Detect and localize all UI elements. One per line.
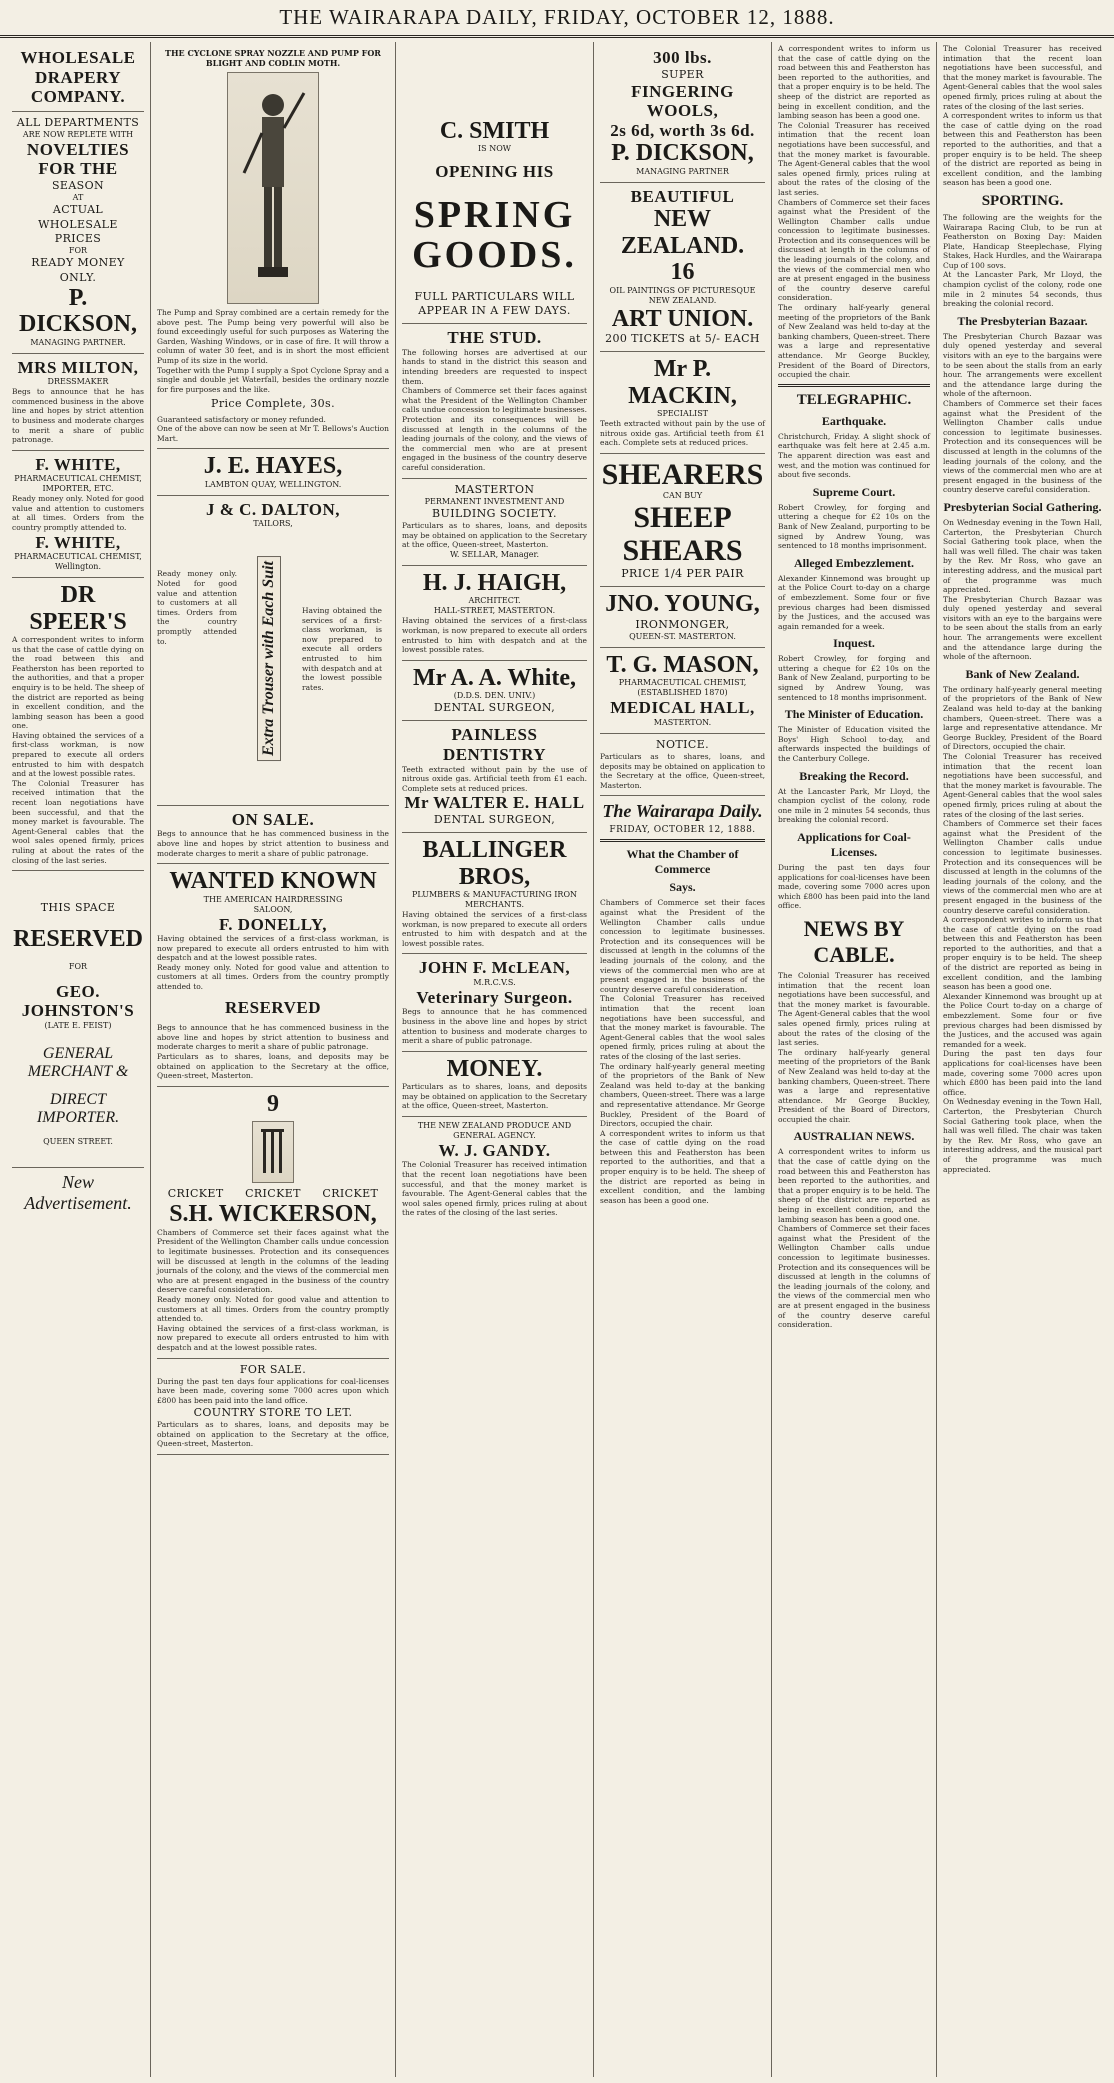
ad-flourish: RESERVED <box>225 997 321 1017</box>
shears-ad <box>600 454 765 587</box>
column-2 <box>151 42 396 2077</box>
news-heading: Earthquake. <box>821 413 887 428</box>
ad-body: Ready money only. Noted for good value and attention to customers at all times. Orders from the country promptly attended to. <box>157 1294 389 1324</box>
stud-ad <box>402 324 587 478</box>
ad-body: Teeth extracted without pain by the use of nitrous oxide gas. Artificial teeth from £1 each. Complete sets at reduced prices. <box>402 764 587 793</box>
ad-role: PLUMBERS & MANUFACTURING IRON MERCHANTS. <box>411 889 578 909</box>
newspaper-title: THE WAIRARAPA DAILY, FRIDAY, OCTOBER 12, 1888. <box>279 5 835 29</box>
news-body: The Colonial Treasurer has received intimation that the recent loan negotiations have been successful, and that the money market is favourable. The Agent-General cables that the wool sales opened firmly, prices ruling at about the rates of the closing of the last series. <box>943 44 1102 111</box>
ad-body: The Colonial Treasurer has received intimation that the recent loan negotiations have been successful, and that the money market is favourable. The Agent-General cables that the wool sales opened firmly, prices ruling at about the rates of the closing of the last series. <box>12 778 144 865</box>
gandy-ad <box>402 1117 587 1223</box>
hayes-ad <box>157 449 389 495</box>
ad-line: BUILDING SOCIETY. <box>432 506 557 520</box>
ad-line: DIRECT IMPORTER. <box>36 1090 120 1126</box>
news-body: Alexander Kinnemond was brought up at the Police Court to-day on a charge of embezzlement. Some four or five previous charges had been dismissed by the Justices, and the accused was again remanded for a week. <box>778 573 930 631</box>
ad-line: WHOLESALE <box>20 48 136 67</box>
ad-body: Having obtained the services of a first-class workman, is now prepared to execute all orders entrusted to him with despatch and at the lowest possible rates. <box>157 1323 389 1352</box>
leader-body: The ordinary half-yearly general meeting of the proprietors of the Bank of New Zealand was held to-day at the banking chambers, Queen-street. There was a large and representative attendance. Mr George Buckley, President of the Board of Directors, occupied the chair. <box>600 1061 765 1129</box>
cyclone-ad <box>157 44 389 449</box>
mason-ad <box>600 648 765 734</box>
ballinger-ad <box>402 833 587 954</box>
news-body: Alexander Kinnemond was brought up at the Police Court to-day on a charge of embezzlement. Some four or five previous charges had been dismissed by the Justices, and the accused was again remanded for a week. <box>943 991 1102 1049</box>
ad-body: Particulars as to shares, loans, and deposits may be obtained on application to the Secretary at the office, Queen-street, Masterton. <box>600 752 765 790</box>
ad-banner: GOODS. <box>412 233 577 276</box>
white-ad <box>12 451 144 578</box>
ad-role: PHARMACEUTICAL CHEMIST, <box>618 678 747 688</box>
ad-name: H. J. HAIGH, <box>422 569 567 596</box>
ad-price: PRICE 1/4 PER PAIR <box>621 566 744 580</box>
ad-line: APPEAR IN A FEW DAYS. <box>418 304 571 318</box>
news-body: The Colonial Treasurer has received intimation that the recent loan negotiations have been successful, and that the money market is favourable. The Agent-General cables that the wool sales opened firmly, prices ruling at about the rates of the closing of the last series. <box>778 970 930 1048</box>
ad-name: F. WHITE, <box>35 454 121 474</box>
building-society-ad <box>402 479 587 566</box>
money-ad <box>402 1052 587 1117</box>
smith-ad <box>402 44 587 324</box>
cricket-ad <box>157 1087 389 1359</box>
ad-role: DRESSMAKER <box>47 377 109 387</box>
news-heading: Applications for Coal-Licenses. <box>797 830 911 859</box>
ad-sub: TAILORS, <box>253 519 293 529</box>
masthead <box>0 0 1114 38</box>
ad-line: WOOLS, <box>646 101 719 121</box>
ad-body: Having obtained the services of a first-class workman, is now prepared to execute all orders entrusted to him with despatch and at the lowest possible rates. <box>402 909 587 948</box>
ad-line: AT <box>72 193 84 203</box>
ad-name: T. G. MASON, <box>606 651 759 678</box>
ad-line: SHEARS <box>622 533 743 567</box>
ad-name: DR SPEER'S <box>29 582 127 635</box>
ad-body: Having obtained the services of a first-class workman, is now prepared to execute all orders entrusted to him with despatch and at the lowest possible rates. <box>402 616 587 655</box>
cricket-word: CRICKET <box>245 1187 301 1201</box>
news-body: Chambers of Commerce set their faces against what the President of the Wellington Chamber calls undue concession to legitimate businesses. Protection and its consequences will be discussed at length in the columns of the leading journals of the colony, and the views of the commercial men who are at present engaged in the business of the country deserve careful consideration. <box>778 1224 930 1330</box>
ad-sub: HALL-STREET, MASTERTON. <box>433 606 556 616</box>
ad-line: SHEARERS <box>601 457 764 491</box>
news-body: The following are the weights for the Wairarapa Racing Club, to be run at Featherston on Boxing Day: Maiden Plate, Handicap Steeplechase, Flying Stakes, Hack Hurdles, and the Wairarapa Cup of 100 sovs. <box>943 212 1102 270</box>
news-body: The ordinary half-yearly general meeting of the proprietors of the Bank of New Zealand was held to-day at the banking chambers, Queen-street. There was a large and representative attendance. Mr George Buckley, President of the Board of Directors, occupied the chair. <box>778 303 930 380</box>
ad-role: M.R.C.V.S. <box>473 977 516 987</box>
news-body: At the Lancaster Park, Mr Lloyd, the champion cyclist of the colony, rode one mile in 2 minutes 54 seconds, thus breaking the colonial record. <box>778 786 930 825</box>
ad-price: Price Complete, 30s. <box>211 397 335 411</box>
ad-name: C. SMITH <box>439 118 550 144</box>
ad-line: READY MONEY ONLY. <box>31 256 125 284</box>
ad-body: A correspondent writes to inform us that the case of cattle dying on the road between this and Featherston has been reported to the authorities, and that a proper enquiry is to be held. The sheep of the district are reported as being in excellent condition, and the lambing season has been a good one. <box>12 634 144 731</box>
ad-name: Mr WALTER E. HALL <box>404 793 585 813</box>
ad-line: NOVELTIES FOR THE <box>26 139 130 179</box>
ad-body: Particulars as to shares, loans, and deposits may be obtained on application to the Secretary at the office, Queen-street, Masterton. <box>402 1082 587 1111</box>
leader-heading: What the Chamber of Commerce <box>626 847 739 877</box>
news-body: During the past ten days four applications for coal-licenses have been made, covering some 7000 acres upon which £800 has been paid into the land office. <box>778 863 930 911</box>
ad-number: 9 <box>267 1090 279 1117</box>
ad-body: Ready money only. Noted for good value and attention to customers at all times. Orders from the country promptly attended to. <box>12 494 144 533</box>
ad-name: BALLINGER BROS, <box>422 837 567 890</box>
ad-line: RESERVED <box>13 925 143 952</box>
ad-name: P. DICKSON, <box>611 140 754 167</box>
news-body: Robert Crowley, for forging and uttering a cheque for £2 10s on the Bank of New Zealand, purporting to be signed by Andrew Young, was sentenced to 18 months imprisonment. <box>778 654 930 702</box>
ad-name: Mr P. MACKIN, <box>628 356 737 409</box>
ad-sub: MASTERTON. <box>653 717 712 727</box>
cricket-word: CRICKET <box>167 1187 224 1201</box>
ad-body: Chambers of Commerce set their faces against what the President of the Wellington Chamber calls undue concession to legitimate businesses. Protection and its consequences will be discussed at length in the columns of the leading journals of the colony, and the views of the commercial men who are at present engaged in the business of the country deserve careful consideration. <box>402 386 587 472</box>
ad-sub: LAMBTON QUAY, WELLINGTON. <box>204 479 342 489</box>
ad-line: THIS SPACE <box>40 901 116 915</box>
page-columns <box>6 42 1108 2077</box>
ad-name: J. E. HAYES, <box>203 453 343 480</box>
ad-name: W. J. GANDY. <box>438 1140 551 1160</box>
ad-line: THE AMERICAN HAIRDRESSING <box>203 894 343 904</box>
ad-body: One of the above can now be seen at Mr T. Bellows's Auction Mart. <box>157 424 389 443</box>
column-4 <box>594 42 772 2077</box>
ad-line: SUPER <box>661 67 704 81</box>
ad-body: Teeth extracted without pain by the use of nitrous oxide gas. Artificial teeth from £1 each. Complete sets at reduced prices. <box>600 419 765 448</box>
ad-role: MANAGING PARTNER <box>636 166 729 176</box>
ad-name: F. WHITE, <box>35 532 121 552</box>
ad-name: P. DICKSON, <box>18 284 138 338</box>
ad-name: Mr A. A. White, <box>412 664 577 691</box>
ad-body: Chambers of Commerce set their faces against what the President of the Wellington Chamber calls undue concession to legitimate businesses. Protection and its consequences will be discussed at length in the columns of the leading journals of the colony, and the views of the commercial men who are at present engaged in the business of the country deserve careful consideration. <box>157 1227 389 1295</box>
news-body: Christchurch, Friday. A slight shock of earthquake was felt here at 2.45 a.m. The apparent direction was east and west, and the motion was continued for about five seconds. <box>778 431 930 480</box>
wools-ad <box>600 44 765 183</box>
news-heading: Alleged Embezzlement. <box>794 555 914 570</box>
ad-title: ART UNION. <box>611 305 754 332</box>
ad-line: (LATE E. FEIST) <box>44 1020 112 1030</box>
news-body: A correspondent writes to inform us that the case of cattle dying on the road between this and Featherston has been reported to the authorities, and that a proper enquiry is to be held. The sheep of the district are reported as being in excellent condition, and the lambing season has been a good one. <box>943 915 1102 992</box>
mclean-ad <box>402 954 587 1051</box>
section-heading: SPORTING. <box>981 192 1064 209</box>
ad-line: DRAPERY <box>34 67 121 87</box>
dalton-vertical-banner: Extra Trouser with Each Suit <box>257 556 281 761</box>
ad-body: During the past ten days four applications for coal-licenses have been made, covering some 7000 acres upon which £800 has been paid into the land office. <box>157 1376 389 1406</box>
for-sale-ad <box>157 1359 389 1455</box>
speer-ad <box>12 578 144 871</box>
ad-title: THE STUD. <box>447 328 542 348</box>
ad-line: FINGERING <box>631 81 734 101</box>
news-body: The Presbyterian Church Bazaar was duly opened yesterday and several visitors with an eye to the bargains were to be seen about the stalls from an early hour. The arrangements were excellent and the attendance large during the whole of the afternoon. <box>943 594 1102 662</box>
news-body: The ordinary half-yearly general meeting of the proprietors of the Bank of New Zealand was held to-day at the banking chambers, Queen-street. There was a large and representative attendance. Mr George Buckley, President of the Board of Directors, occupied the chair. <box>943 684 1102 752</box>
sale-ad <box>157 806 389 864</box>
ad-title: THE CYCLONE SPRAY NOZZLE AND PUMP FOR BLIGHT AND CODLIN MOTH. <box>165 48 381 68</box>
ad-name: JNO. YOUNG, <box>605 591 760 618</box>
ad-title: FOR SALE. <box>239 1362 307 1376</box>
reserved-ad <box>12 871 144 1168</box>
ad-line: OIL PAINTINGS OF PICTURESQUE NEW ZEALAND. <box>609 285 756 305</box>
ad-sub: DENTAL SURGEON, <box>433 812 556 826</box>
ad-body: Begs to announce that he has commenced business in the above line and hopes by strict attention to business and moderate charges to merit a share of public patronage. <box>402 1007 587 1046</box>
cricket-word: CRICKET <box>322 1187 379 1201</box>
news-body: Chambers of Commerce set their faces against what the President of the Wellington Chamber calls undue concession to legitimate businesses. Protection and its consequences will be discussed at length in the columns of the leading journals of the colony, and the views of the commercial men who are at present engaged in the business of the country deserve careful consideration. <box>943 399 1102 495</box>
ad-line: BEAUTIFUL <box>630 186 735 206</box>
news-heading: Supreme Court. <box>812 484 896 499</box>
ad-body: Particulars as to shares, loans, and deposits may be obtained on application to the Secretary at the office, Queen-street, Masterton. <box>157 1051 389 1081</box>
ad-sub: DENTAL SURGEON, <box>433 701 556 715</box>
dickson-ad <box>12 44 144 354</box>
ad-body: Together with the Pump I supply a Spot Cyclone Spray and a single and double jet Waterfall, besides the ordinary nozzle for fire purposes and the like. <box>157 365 389 394</box>
ad-line: GENERAL MERCHANT & <box>27 1044 129 1080</box>
news-heading: Bank of New Zealand. <box>965 666 1080 681</box>
wicket-icon <box>258 1127 288 1177</box>
ad-line: SHEEP <box>633 500 732 534</box>
dalton-ad <box>157 496 389 806</box>
figure-icon <box>238 83 308 293</box>
mackin-ad <box>600 352 765 454</box>
ad-body: Having obtained the services of a first-class workman, is now prepared to execute all orders entrusted to him with despatch and at the lowest possible rates. <box>12 730 144 779</box>
ad-body: Guaranteed satisfactory or money refunded. <box>157 414 326 424</box>
ad-line: 2s 6d, worth 3s 6d. <box>610 120 755 140</box>
ad-body: Begs to announce that he has commenced business in the above line and hopes by strict attention to business and moderate charges to merit a share of public patronage. <box>157 829 389 858</box>
ad-line: GEO. JOHNSTON'S <box>21 981 135 1021</box>
section-heading: NEWS BY CABLE. <box>803 915 905 967</box>
ad-role: IMPORTER, ETC. <box>42 484 114 494</box>
column-3 <box>396 42 594 2077</box>
news-body: Chambers of Commerce set their faces against what the President of the Wellington Chamber calls undue concession to legitimate businesses. Protection and its consequences will be discussed at length in the columns of the leading journals of the colony, and the views of the commercial men who are at present engaged in the business of the country deserve careful consideration. <box>943 819 1102 915</box>
young-ad <box>600 587 765 648</box>
news-heading: Presbyterian Social Gathering. <box>943 499 1102 514</box>
ad-body: Ready money only. Noted for good value and attention to customers at all times. Orders from the country promptly attended to. <box>157 569 237 646</box>
news-body: A correspondent writes to inform us that the case of cattle dying on the road between this and Featherston has been reported to the authorities, and that a proper enquiry is to be held. The sheep of the district are reported as being in excellent condition, and the lambing season has been a good one. <box>778 44 930 121</box>
ad-sub: THE NEW ZEALAND PRODUCE AND GENERAL AGENCY. <box>417 1120 572 1140</box>
ad-name: JOHN F. McLEAN, <box>418 958 571 978</box>
ad-footer: PHARMACEUTICAL CHEMIST, Wellington. <box>14 552 142 572</box>
ad-sec: W. SELLAR, Manager. <box>450 549 539 559</box>
leader-heading: Says. <box>669 880 696 895</box>
ad-line: SALOON, <box>253 904 293 914</box>
ad-hall: MEDICAL HALL, <box>610 698 755 718</box>
cricket-line <box>157 1187 389 1201</box>
ad-banner: SPRING <box>413 193 576 236</box>
ad-body: The following horses are advertised at our hands to stand in the district this season and intending breeders are requested to inspect them. <box>402 347 587 386</box>
ad-line: COMPANY. <box>30 87 126 107</box>
ad-line: ACTUAL WHOLESALE <box>38 203 118 231</box>
ad-body: Having obtained the services of a first-class workman, is now prepared to execute all orders entrusted to him with despatch and at the lowest possible rates. <box>157 934 389 963</box>
ad-line: PRICES <box>54 231 102 245</box>
ad-title: ON SALE. <box>231 809 315 829</box>
editorial-masthead: The Wairarapa Daily. <box>602 801 763 822</box>
ad-line: IS NOW <box>478 144 511 154</box>
ad-title: MONEY. <box>446 1055 543 1082</box>
ad-name: J & C. DALTON, <box>205 499 341 519</box>
news-heading: The Presbyterian Bazaar. <box>957 313 1088 328</box>
news-body: During the past ten days four applications for coal-licenses have been made, covering some 7000 acres upon which £800 has been paid into the land office. <box>943 1049 1102 1097</box>
editorial <box>600 801 765 1205</box>
ad-line: WANTED KNOWN <box>169 868 377 895</box>
ad-body: The Pump and Spray combined are a certain remedy for the above pest. The Pump being very powerful will also be found exceedingly useful for such purposes as Watering the Garden, Washing Windows, or in case of fire. It will throw a column of water 30 feet, and is in short the most efficient Pump of its size in the world. <box>157 308 389 365</box>
ad-line: ALL DEPARTMENTS <box>16 115 140 129</box>
ad-line: FOR <box>68 246 88 256</box>
ad-body: Begs to announce that he has commenced business in the above line and hopes by strict attention to business and moderate charges to merit a share of public patronage. <box>12 387 144 445</box>
ad-line: MASTERTON <box>454 482 535 496</box>
white-dental-ad <box>402 661 587 722</box>
ad-line: CAN BUY <box>662 490 703 500</box>
ad-line: SEASON <box>51 179 105 193</box>
haigh-ad <box>402 566 587 661</box>
ad-name: S.H. WICKERSON, <box>169 1201 377 1228</box>
ad-body: Particulars as to shares, loans, and deposits may be obtained on application to the Secretary at the office, Queen-street, Masterton. <box>157 1419 389 1449</box>
news-body: A correspondent writes to inform us that the case of cattle dying on the road between this and Featherston has been reported to the authorities, and that a proper enquiry is to be held. The sheep of the district are reported as being in excellent condition, and the lambing season has been a good one. <box>943 111 1102 188</box>
news-heading: AUSTRALIAN NEWS. <box>793 1129 915 1144</box>
news-heading: Inquest. <box>833 636 875 651</box>
ad-line: ARE NOW REPLETE WITH <box>22 129 134 139</box>
news-body: Chambers of Commerce set their faces against what the President of the Wellington Chamber calls undue concession to legitimate businesses. Protection and its consequences will be discussed at length in the columns of the leading journals of the colony, and the views of the commercial men who are at present engaged in the business of the country deserve careful consideration. <box>778 197 930 303</box>
ad-sub: QUEEN-ST. MASTERTON. <box>629 631 736 641</box>
news-body: At the Lancaster Park, Mr Lloyd, the champion cyclist of the colony, rode one mile in 2 minutes 54 seconds, thus breaking the colonial record. <box>943 270 1102 309</box>
news-body: A correspondent writes to inform us that the case of cattle dying on the road between this and Featherston has been reported to the authorities, and that a proper enquiry is to be held. The sheep of the district are reported as being in excellent condition, and the lambing season has been a good one. <box>778 1147 930 1224</box>
column-1 <box>6 42 151 2077</box>
painless-ad <box>402 721 587 833</box>
milton-ad <box>12 354 144 451</box>
ad-role: (D.D.S. DEN. UNIV.) <box>453 691 536 701</box>
ad-line: FULL PARTICULARS WILL <box>414 289 575 303</box>
news-body: Robert Crowley, for forging and uttering a cheque for £2 10s on the Bank of New Zealand, purporting to be signed by Andrew Young, was sentenced to 18 months imprisonment. <box>778 502 930 551</box>
ad-line: FOR <box>68 961 88 971</box>
wanted-ad <box>157 864 389 1087</box>
notice-ad <box>600 734 765 797</box>
column-5 <box>772 42 937 2077</box>
news-body: The Presbyterian Church Bazaar was duly opened yesterday and several visitors with an eye to the bargains were to be seen about the stalls from an early hour. The arrangements were excellent and the attendance large during the whole of the afternoon. <box>943 331 1102 399</box>
ad-est: (ESTABLISHED 1870) <box>637 688 728 698</box>
cricket-wicket-icon <box>252 1121 294 1183</box>
ad-line: OPENING HIS <box>435 162 554 182</box>
ad-sub: Veterinary Surgeon. <box>416 987 573 1007</box>
ad-body: Having obtained the services of a first-class workman, is now prepared to execute all orders entrusted to him with despatch and at the lowest possible rates. <box>302 606 382 692</box>
ad-number: 16 <box>670 259 695 286</box>
news-body: The Colonial Treasurer has received intimation that the recent loan negotiations have been successful, and that the money market is favourable. The Agent-General cables that the wool sales opened firmly, prices ruling at about the rates of the closing of the last series. <box>943 752 1102 819</box>
new-advertisement <box>12 1168 144 1219</box>
ad-line: 200 TICKETS at 5/- EACH <box>605 331 760 345</box>
ad-line: PERMANENT INVESTMENT AND <box>424 496 565 506</box>
ad-body: The Colonial Treasurer has received intimation that the recent loan negotiations have been successful, and that the money market is favourable. The Agent-General cables that the wool sales opened firmly, prices ruling at about the rates of the closing of the last series. <box>402 1160 587 1218</box>
man-spraying-illustration-icon <box>227 72 319 304</box>
editorial-date: FRIDAY, OCTOBER 12, 1888. <box>609 825 756 836</box>
ad-role: MANAGING PARTNER. <box>30 337 126 347</box>
news-body: The Minister of Education visited the Boys' High School to-day, and afterwards inspected the buildings of the Canterbury College. <box>778 725 930 764</box>
ad-title: NOTICE. <box>655 737 710 751</box>
news-body: On Wednesday evening in the Town Hall, Carterton, the Presbyterian Church Social Gathering took place, when the hall was well filled. The chair was taken by the Rev. Mr Ross, who gave an interesting address, and the musical part of the programme was much appreciated. <box>943 1097 1102 1174</box>
ad-line: QUEEN STREET. <box>43 1136 113 1146</box>
news-heading: Breaking the Record. <box>799 768 909 783</box>
ad-role: IRONMONGER, <box>635 617 730 631</box>
news-heading: The Minister of Education. <box>784 707 924 722</box>
news-body: The Colonial Treasurer has received intimation that the recent loan negotiations have been successful, and that the money market is favourable. The Agent-General cables that the wool sales opened firmly, prices ruling at about the rates of the closing of the last series. <box>778 120 930 197</box>
ad-line: New Advertisement. <box>24 1171 132 1213</box>
news-body: The ordinary half-yearly general meeting of the proprietors of the Bank of New Zealand was held to-day at the banking chambers, Queen-street. There was a large and representative attendance. Mr George Buckley, President of the Board of Directors, occupied the chair. <box>778 1047 930 1124</box>
ad-role: SPECIALIST <box>656 409 709 419</box>
ad-title: COUNTRY STORE TO LET. <box>193 1405 353 1419</box>
ad-body: Particulars as to shares, loans, and deposits may be obtained on application to the Secretary at the office, Queen-street, Masterton. <box>402 521 587 550</box>
ad-role: ARCHITECT. <box>468 596 521 606</box>
leader-body: The Colonial Treasurer has received intimation that the recent loan negotiations have been successful, and that the money market is favourable. The Agent-General cables that the wool sales opened firmly, prices ruling at about the rates of the closing of the last series. <box>600 994 765 1061</box>
news-body: On Wednesday evening in the Town Hall, Carterton, the Presbyterian Church Social Gathering took place, when the hall was well filled. The chair was taken by the Rev. Mr Ross, who gave an interesting address, and the musical part of the programme was much appreciated. <box>943 517 1102 595</box>
ad-line: 300 lbs. <box>653 48 712 67</box>
leader-body: A correspondent writes to inform us that the case of cattle dying on the road between this and Featherston has been reported to the authorities, and that a proper enquiry is to be held. The sheep of the district are reported as being in excellent condition, and the lambing season has been a good one. <box>600 1128 765 1205</box>
ad-body: Begs to announce that he has commenced business in the above line and hopes by strict attention to business and moderate charges to merit a share of public patronage. <box>157 1023 389 1052</box>
art-union-ad <box>600 183 765 352</box>
column-6 <box>937 42 1108 2077</box>
ad-line: NEW ZEALAND. <box>620 206 745 259</box>
ad-name: MRS MILTON, <box>17 357 139 377</box>
ad-title: PAINLESS DENTISTRY <box>442 725 547 764</box>
ad-role: PHARMACEUTICAL CHEMIST, <box>14 474 142 484</box>
ad-name: F. DONELLY, <box>218 914 328 934</box>
section-heading: TELEGRAPHIC. <box>796 391 912 408</box>
leader-body: Chambers of Commerce set their faces against what the President of the Wellington Chamber calls undue concession to legitimate businesses. Protection and its consequences will be discussed at length in the columns of the leading journals of the colony, and the views of the commercial men who are at present engaged in the business of the country deserve careful consideration. <box>600 898 765 994</box>
ad-body: Ready money only. Noted for good value and attention to customers at all times. Orders from the country promptly attended to. <box>157 962 389 992</box>
